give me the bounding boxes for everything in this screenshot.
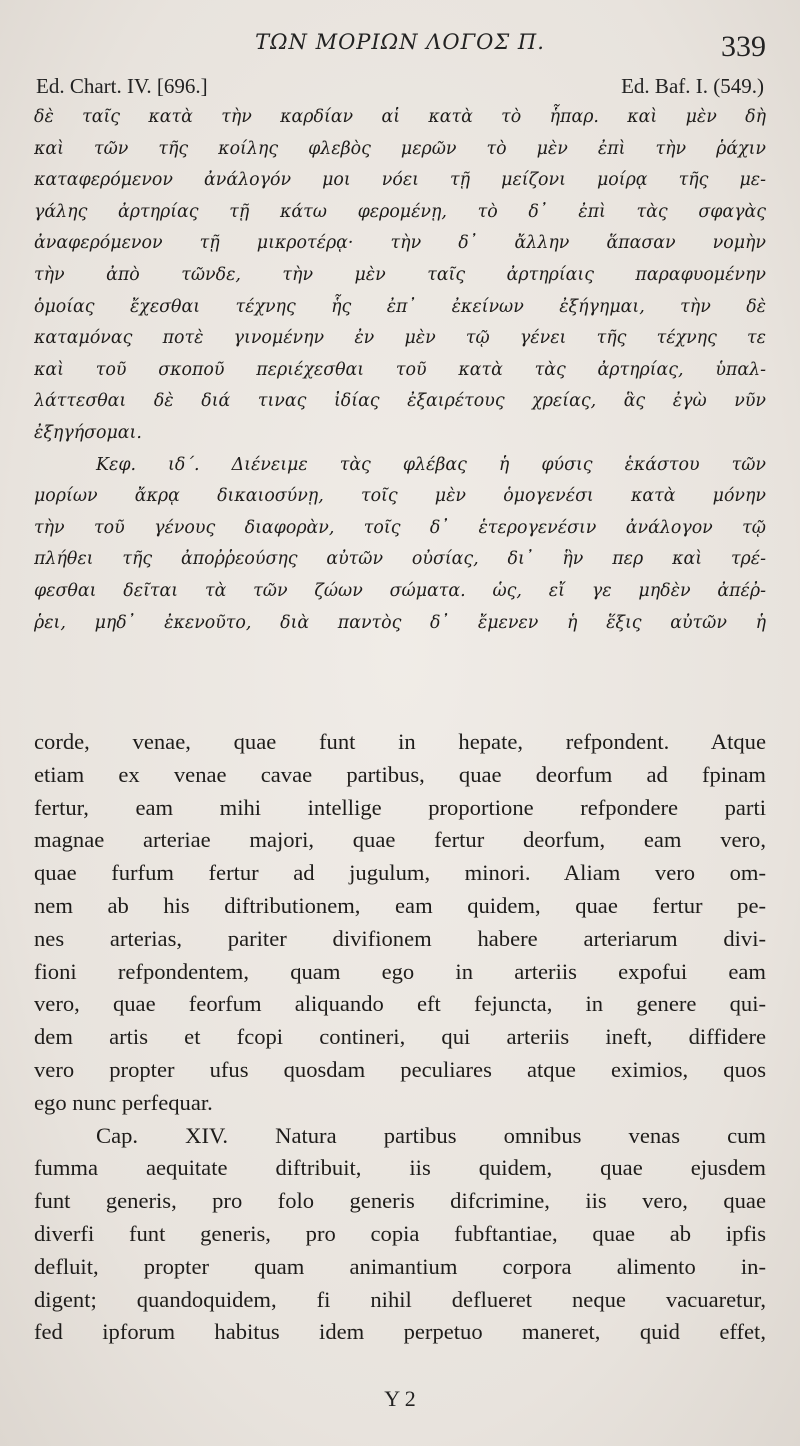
greek-line: λάττεσθαι δὲ διά τινας ἰδίας ἐξαιρέτους χρείας, ἃς ἐγὼ νῦν <box>34 391 766 412</box>
greek-line: ῥει, μηδ᾽ ἐκενοῦτο, διὰ παντὸς δ᾽ ἔμενεν ἡ ἕξις αὐτῶν ἡ <box>34 612 766 633</box>
latin-line: etiam ex venae cavae partibus, quae deorfum ad fpinam <box>34 761 766 787</box>
signature-mark: Y 2 <box>384 1386 416 1411</box>
greek-line: καταφερόμενον ἀνάλογόν μοι νόει τῇ μείζονι μοίρᾳ τῆς με- <box>34 170 766 191</box>
latin-line: ego nunc perfequar. <box>34 1089 213 1115</box>
running-title: ΤΩΝ ΜΟΡΙΩΝ ΛΟΓΟΣ Π. <box>255 30 545 54</box>
latin-line: fed ipforum habitus idem perpetuo maneret, quid effet, <box>34 1319 766 1345</box>
latin-line: nes arterias, pariter divifionem habere arteriarum divi- <box>34 925 766 951</box>
latin-line: magnae arteriae majori, quae fertur deorfum, eam vero, <box>34 827 766 853</box>
greek-line: καὶ τῶν τῆς κοίλης φλεβὸς μερῶν τὸ μὲν ἐπὶ τὴν ῥάχιν <box>34 138 766 159</box>
greek-line: ὁμοίας ἔχεσθαι τέχνης ἧς ἐπ᾽ ἐκείνων ἐξήγημαι, τὴν δὲ <box>34 296 766 317</box>
latin-line: vero propter ufus quosdam peculiares atque eximios, quos <box>34 1056 766 1082</box>
greek-chapter-heading-line: Κεφ. ιδ΄. Διένειμε τὰς φλέβας ἡ φύσις ἑκάστου τῶν <box>96 454 766 475</box>
latin-line: quae furfum fertur ad jugulum, minori. Aliam vero om- <box>34 860 766 886</box>
greek-line: καταμόνας ποτὲ γινομένην ἐν μὲν τῷ γένει τῆς τέχνης τε <box>34 328 766 349</box>
latin-line: digent; quandoquidem, fi nihil deflueret neque vacuaretur, <box>34 1286 766 1312</box>
greek-text-block <box>34 102 766 639</box>
edition-reference-line <box>36 74 764 99</box>
edition-chartier-reference: Ed. Chart. IV. [696.] <box>36 74 208 98</box>
latin-line: fioni refpondentem, quam ego in arteriis expofui eam <box>34 958 766 984</box>
greek-line: τὴν ἀπὸ τῶνδε, τὴν μὲν ταῖς ἀρτηρίαις παραφυομένην <box>34 264 766 285</box>
latin-chapter-heading-line: Cap. XIV. Natura partibus omnibus venas cum <box>96 1122 766 1148</box>
latin-line: fertur, eam mihi intellige proportione refpondere parti <box>34 794 766 820</box>
page-number: 339 <box>721 30 766 63</box>
latin-line: defluit, propter quam animantium corpora alimento in- <box>34 1253 766 1279</box>
greek-line: ἐξηγήσομαι. <box>34 422 142 443</box>
latin-line: nem ab his diftributionem, eam quidem, quae fertur pe- <box>34 892 766 918</box>
greek-line: ἀναφερόμενον τῇ μικροτέρᾳ· τὴν δ᾽ ἄλλην ἅπασαν νομὴν <box>34 233 766 254</box>
greek-line: φεσθαι δεῖται τὰ τῶν ζώων σώματα. ὡς, εἴ γε μηδὲν ἀπέῤ- <box>34 580 766 601</box>
latin-line: diverfi funt generis, pro copia fubftantiae, quae ab ipfis <box>34 1220 766 1246</box>
greek-line: καὶ τοῦ σκοποῦ περιέχεσθαι τοῦ κατὰ τὰς ἀρτηρίας, ὑπαλ- <box>34 359 766 380</box>
latin-line: fumma aequitate diftribuit, iis quidem, quae ejusdem <box>34 1155 766 1181</box>
greek-line: δὲ ταῖς κατὰ τὴν καρδίαν αἱ κατὰ τὸ ἧπαρ. καὶ μὲν δὴ <box>34 107 766 127</box>
latin-line: corde, venae, quae funt in hepate, refpondent. Atque <box>34 729 766 754</box>
latin-line: vero, quae feorfum aliquando eft fejuncta, in genere qui- <box>34 991 766 1017</box>
greek-line: τὴν τοῦ γένους διαφορὰν, τοῖς δ᾽ ἑτερογενέσιν ἀνάλογον τῷ <box>34 517 766 538</box>
latin-line: funt generis, pro folo generis difcrimine, iis vero, quae <box>34 1188 766 1214</box>
greek-line: μορίων ἄκρᾳ δικαιοσύνῃ, τοῖς μὲν ὁμογενέσι κατὰ μόνην <box>34 486 766 507</box>
edition-basel-reference: Ed. Baf. I. (549.) <box>621 74 764 98</box>
latin-text-block <box>34 726 766 1349</box>
latin-line: dem artis et fcopi contineri, qui arteriis ineft, diffidere <box>34 1024 766 1050</box>
greek-line: πλήθει τῆς ἀποῤῥεούσης αὐτῶν οὐσίας, δι᾽ ἣν περ καὶ τρέ- <box>34 549 766 570</box>
greek-line: γάλης ἀρτηρίας τῇ κάτω φερομένῃ, τὸ δ᾽ ἐπὶ τὰς σφαγὰς <box>34 201 766 222</box>
